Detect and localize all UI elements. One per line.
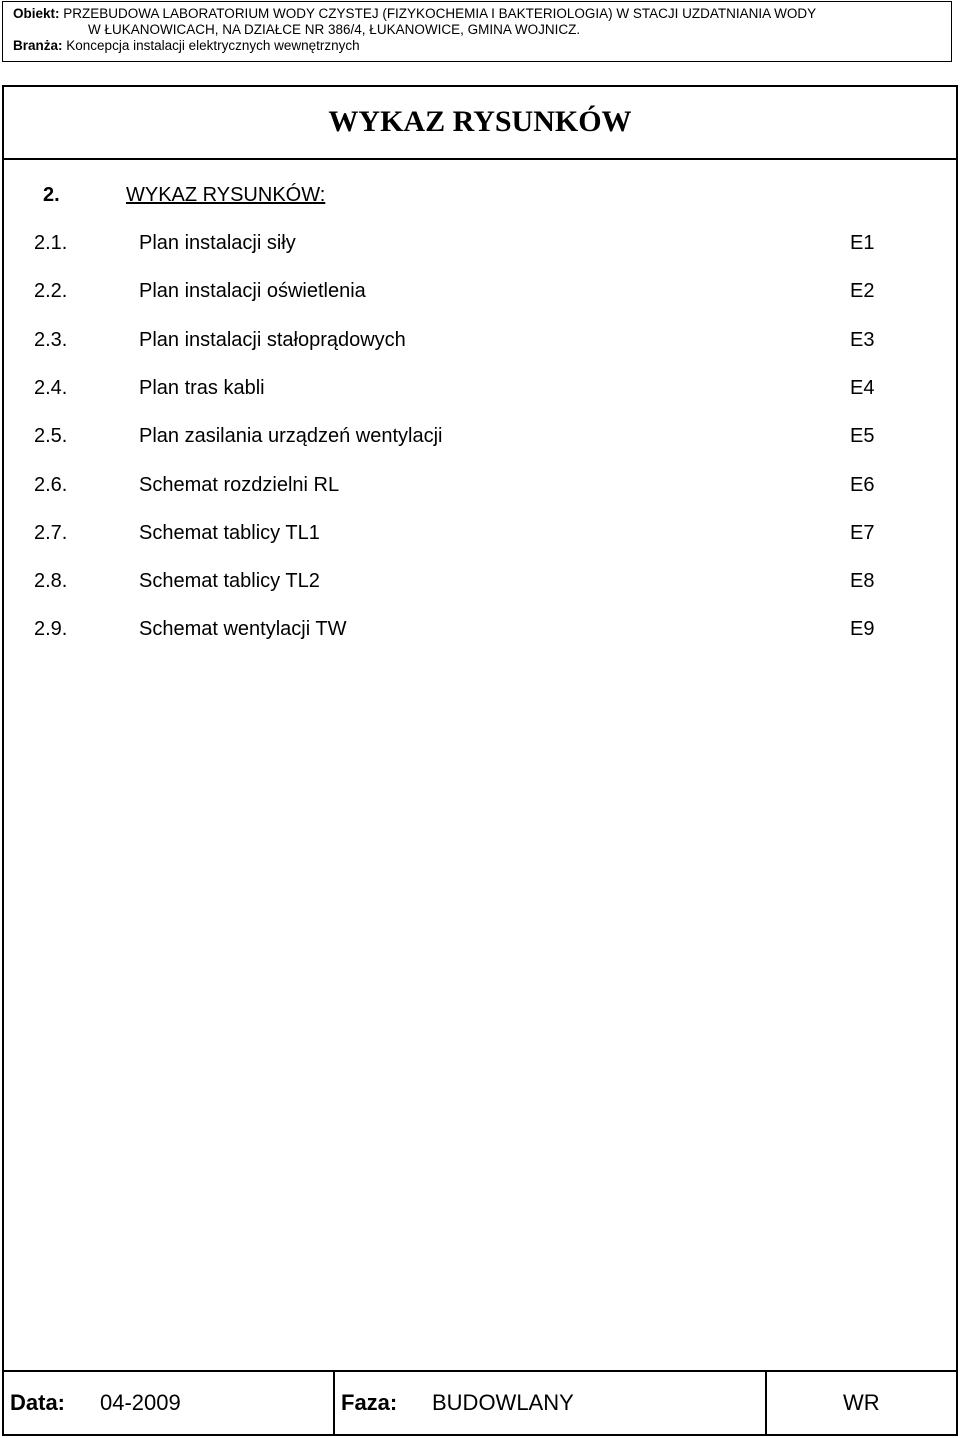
phase-value: BUDOWLANY [432,1390,574,1415]
drawing-row [4,472,956,498]
document-code: WR [843,1390,880,1415]
document-header [2,1,952,62]
date-label: Data: [10,1390,66,1415]
drawing-row [4,375,956,401]
drawing-number: 2.4. [34,377,68,399]
footer [4,1370,956,1434]
drawing-row [4,616,956,642]
drawing-title: Schemat tablicy TL2 [139,570,320,592]
object-label: Obiekt: [13,6,60,21]
drawing-row [4,568,956,594]
drawing-title: Plan instalacji siły [139,232,296,254]
drawing-number: 2.9. [34,618,68,640]
drawing-row [4,520,956,546]
drawing-number: 2.5. [34,425,68,447]
footer-divider [333,1372,335,1434]
object-line-1 [13,6,816,22]
object-value-line-2: W ŁUKANOWICACH, NA DZIAŁCE NR 386/4, ŁUKANOWICE, GMINA WOJNICZ. [88,22,581,37]
drawing-title: Plan zasilania urządzeń wentylacji [139,425,443,447]
page-title: WYKAZ RYSUNKÓW [328,105,632,138]
drawing-code: E1 [850,232,875,254]
drawing-title: Plan tras kabli [139,377,265,399]
drawing-number: 2.6. [34,474,68,496]
drawing-title: Schemat tablicy TL1 [139,522,320,544]
section-title: WYKAZ RYSUNKÓW: [126,184,326,206]
phase-label: Faza: [341,1390,398,1415]
drawing-row [4,423,956,449]
drawing-row [4,230,956,256]
footer-divider [765,1372,767,1434]
drawing-code: E7 [850,522,875,544]
branch-label: Branża: [13,38,63,53]
drawing-number: 2.8. [34,570,68,592]
branch-line [13,38,360,54]
page-frame [2,85,958,1436]
title-band [4,87,956,160]
branch-value: Koncepcja instalacji elektrycznych wewnętrznych [66,38,360,53]
drawing-code: E2 [850,280,875,302]
drawing-number: 2.2. [34,280,68,302]
drawing-title: Plan instalacji stałoprądowych [139,329,406,351]
object-value-line-1: PRZEBUDOWA LABORATORIUM WODY CZYSTEJ (FIZYKOCHEMIA I BAKTERIOLOGIA) W STACJI UZDATNIANIA WODY [63,6,817,21]
drawing-code: E3 [850,329,875,351]
drawing-code: E8 [850,570,875,592]
drawing-code: E9 [850,618,875,640]
drawing-row [4,327,956,353]
drawing-code: E6 [850,474,875,496]
drawing-title: Schemat wentylacji TW [139,618,347,640]
drawing-code: E4 [850,377,875,399]
date-value: 04-2009 [100,1390,181,1415]
drawing-number: 2.1. [34,232,68,254]
drawing-number: 2.7. [34,522,68,544]
drawing-number: 2.3. [34,329,68,351]
drawing-title: Schemat rozdzielni RL [139,474,340,496]
drawing-row [4,278,956,304]
section-number: 2. [43,184,60,206]
drawing-code: E5 [850,425,875,447]
drawing-title: Plan instalacji oświetlenia [139,280,366,302]
